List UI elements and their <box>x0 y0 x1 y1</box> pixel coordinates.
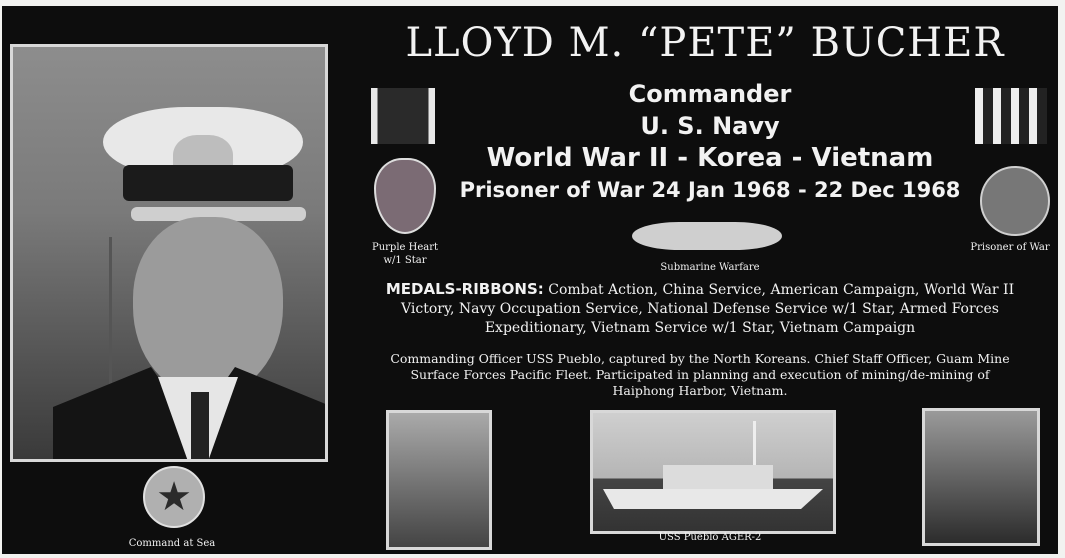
pow-ribbon-icon <box>975 88 1047 144</box>
bio-line-1: Commanding Officer USS Pueblo, captured by the North Koreans. Chief Staff Officer, Guam Mine <box>390 351 1010 366</box>
cap-band <box>123 165 293 201</box>
purple-heart-ribbon-icon <box>371 88 435 144</box>
officer-photo-left <box>386 410 492 550</box>
ship-caption: USS Pueblo AGER-2 <box>658 532 762 543</box>
tie <box>191 392 209 462</box>
medals-ribbons-heading: MEDALS-RIBBONS: <box>385 280 544 298</box>
command-at-sea-star-icon: ★ <box>143 466 205 528</box>
bio-line-2: Surface Forces Pacific Fleet. Participated in planning and execution of mining/de-mining of <box>410 367 990 382</box>
bio-line-3: Haiphong Harbor, Vietnam. <box>612 383 788 398</box>
portrait-photo <box>10 44 328 462</box>
wars-served: World War II - Korea - Vietnam <box>486 143 934 173</box>
ship-superstructure <box>663 465 773 491</box>
ribbons-line-1: Combat Action, China Service, American Campaign, World War II <box>548 282 1015 298</box>
officer-photo-right <box>922 408 1040 546</box>
pow-dates: Prisoner of War 24 Jan 1968 - 22 Dec 1968 <box>459 178 961 202</box>
submarine-warfare-label: Submarine Warfare <box>660 262 760 273</box>
pow-medal-icon <box>980 166 1050 236</box>
purple-heart-note: w/1 Star <box>383 255 427 266</box>
background-mast <box>109 237 112 387</box>
purple-heart-label: Purple Heart <box>371 242 439 253</box>
submarine-dolphins-icon <box>632 222 782 250</box>
ribbons-line-2: Victory, Navy Occupation Service, National Defense Service w/1 Star, Armed Forces <box>401 301 999 317</box>
ship-photo <box>590 410 836 534</box>
pow-medal-label: Prisoner of War <box>970 242 1050 253</box>
biography-text <box>380 351 1020 399</box>
ship-mast <box>753 421 756 467</box>
service-branch: U. S. Navy <box>640 112 780 140</box>
ship-hull <box>603 489 823 509</box>
rank: Commander <box>628 80 792 108</box>
plaque-title: LLOYD M. “PETE” BUCHER <box>405 20 1005 66</box>
face <box>133 217 283 397</box>
command-at-sea-label: Command at Sea <box>128 538 216 549</box>
ribbons-line-3: Expeditionary, Vietnam Service w/1 Star, Vietnam Campaign <box>484 320 916 336</box>
medals-ribbons-text <box>350 280 1050 338</box>
